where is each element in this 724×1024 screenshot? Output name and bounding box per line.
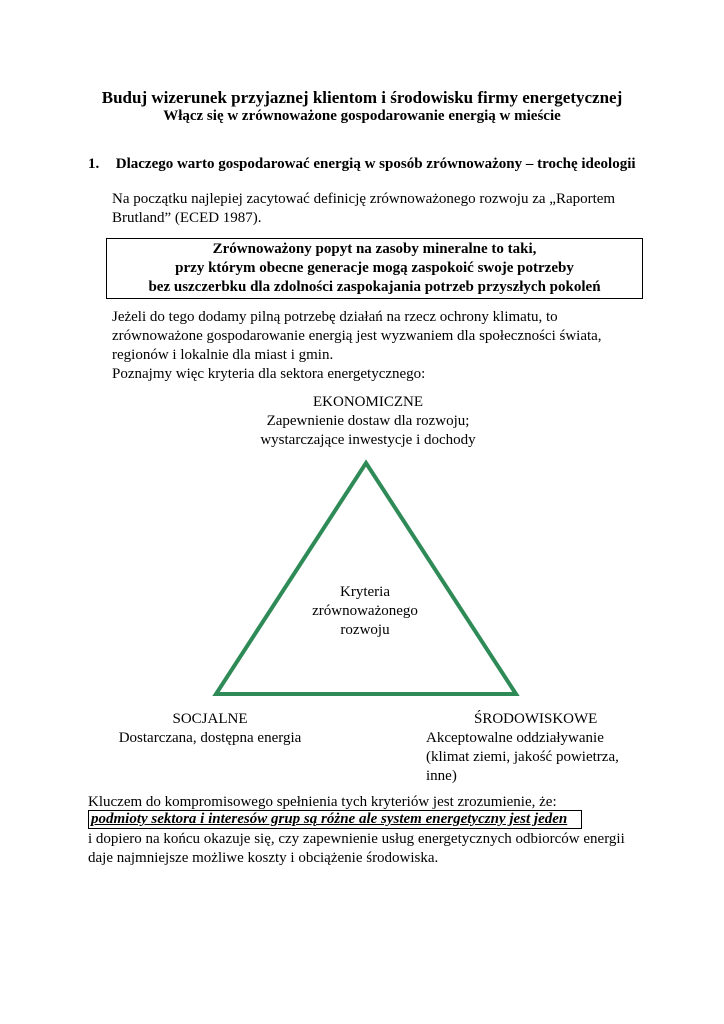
environmental-label: ŚRODOWISKOWE bbox=[474, 711, 598, 727]
economic-criterion bbox=[218, 393, 518, 450]
definition-line: przy którym obecne generacje mogą zaspokoić swoje potrzeby bbox=[175, 260, 574, 276]
economic-label: EKONOMICZNE bbox=[313, 394, 423, 410]
social-label: SOCJALNE bbox=[172, 711, 248, 727]
conclusion-paragraph: i dopiero na końcu okazuje się, czy zapewnienie usług energetycznych odbiorców energii daje najmniejsze możliwe koszty i obciążenie środowiska. bbox=[88, 831, 625, 866]
center-line: zrównoważonego bbox=[312, 603, 418, 619]
social-criterion bbox=[98, 710, 322, 748]
key-statement-box: podmioty sektora i interesów grup są różne ale system energetyczny jest jeden bbox=[88, 810, 582, 829]
intro-paragraph: Na początku najlepiej zacytować definicję zrównoważonego rozwoju za „Raportem Brutland” (ECED 1987). bbox=[112, 191, 616, 226]
environmental-desc-line: inne) bbox=[426, 768, 457, 784]
economic-desc-line: wystarczające inwestycje i dochody bbox=[260, 432, 476, 448]
page-title: Buduj wizerunek przyjaznej klientom i środowisku firmy energetycznej bbox=[101, 88, 623, 107]
environmental-desc-line: Akceptowalne oddziaływanie bbox=[426, 730, 604, 746]
page-subtitle: Włącz się w zrównoważone gospodarowanie energią w mieście bbox=[163, 108, 561, 124]
criteria-intro: Poznajmy więc kryteria dla sektora energetycznego: bbox=[112, 366, 426, 382]
environmental-desc-line: (klimat ziemi, jakość powietrza, bbox=[426, 749, 619, 765]
economic-desc-line: Zapewnienie dostaw dla rozwoju; bbox=[266, 413, 470, 429]
social-desc-line: Dostarczana, dostępna energia bbox=[118, 730, 302, 746]
triangle-shape bbox=[216, 463, 516, 694]
section-heading bbox=[88, 156, 636, 173]
definition-box bbox=[106, 238, 643, 299]
context-paragraph bbox=[112, 308, 647, 384]
center-line: rozwoju bbox=[340, 622, 390, 638]
key-intro: Kluczem do kompromisowego spełnienia tych kryteriów jest zrozumienie, że: bbox=[88, 794, 557, 810]
environmental-criterion bbox=[426, 710, 619, 786]
triangle-center-label bbox=[290, 583, 440, 640]
section-number: 1. bbox=[88, 156, 100, 172]
center-line: Kryteria bbox=[340, 584, 390, 600]
climate-paragraph: Jeżeli do tego dodamy pilną potrzebę działań na rzecz ochrony klimatu, to zrównoważone gospodarowanie energią jest wyzwaniem dla społeczności świata, regionów i lokalnie dla miast i gmin. bbox=[112, 309, 602, 363]
definition-line: Zrównoważony popyt na zasoby mineralne to taki, bbox=[212, 241, 537, 257]
definition-line: bez uszczerbku dla zdolności zaspokajania potrzeb przyszłych pokoleń bbox=[148, 279, 601, 295]
criteria-triangle bbox=[200, 455, 530, 705]
section-heading-text: Dlaczego warto gospodarować energią w sposób zrównoważony – trochę ideologii bbox=[115, 156, 636, 172]
